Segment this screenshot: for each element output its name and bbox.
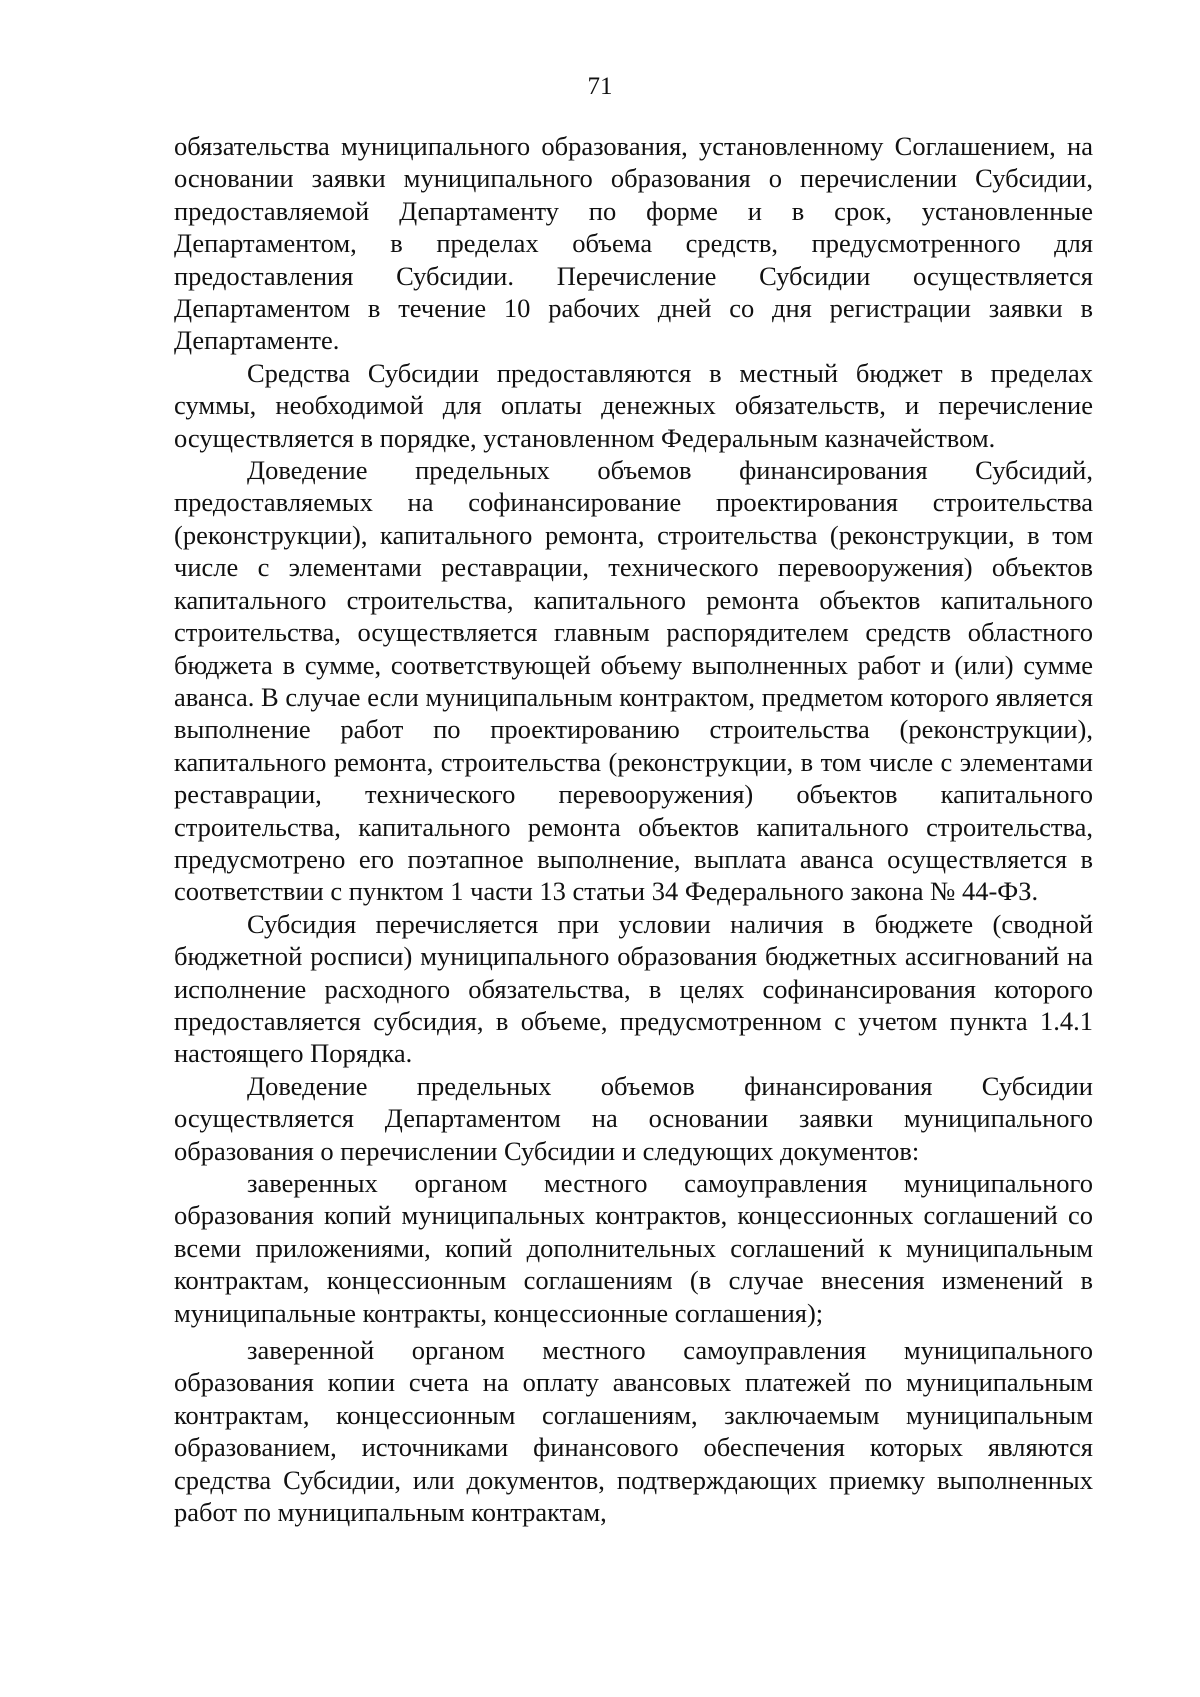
paragraph-subsidy-transfer-condition: Субсидия перечисляется при условии наличия в бюджете (сводной бюджетной росписи) муниципального образования бюджетных ассигнований на исполнение расходного обязательства, в целях софинансирования которого предоставляется субсидия, в объеме, предусмотренном с учетом пункта 1.4.1 настоящего Порядка. [174,908,1093,1069]
paragraph-continuation: обязательства муниципального образования, установленному Соглашением, на основании заявки муниципального образования о перечислении Субсидии, предоставляемой Департаменту по форме и в срок, установленные Департаментом, в пределах объема средств, предусмотренного для предоставления Субсидии. Перечисление Субсидии осуществляется Департаментом в течение 10 рабочих дней со дня регистрации заявки в Департаменте. [174,131,1093,356]
paragraph-funds-provision: Средства Субсидии предоставляются в местный бюджет в пределах суммы, необходимой для оплаты денежных обязательств, и перечисление осуществляется в порядке, установленном Федеральным казначейством. [174,357,1093,453]
paragraph-financing-limits: Доведение предельных объемов финансирования Субсидий, предоставляемых на софинансирование проектирования строительства (реконструкции), капитального ремонта, строительства (реконструкции, в том числе с элементами реставрации, технического перевооружения) объектов капитального строительства, капитального ремонта объектов капитального строительства, осуществляется главным распорядителем средств областного бюджета в сумме, соответствующей объему выполненных работ и (или) сумме аванса. В случае если муниципальным контрактом, предметом которого является выполнение работ по проектированию строительства (реконструкции), капитального ремонта, строительства (реконструкции, в том числе с элементами реставрации, технического перевооружения) объектов капитального строительства, капитального ремонта объектов капитального строительства, предусмотрено его поэтапное выполнение, выплата аванса осуществляется в соответствии с пунктом 1 части 13 статьи 34 Федерального закона № 44-ФЗ. [174,455,1093,907]
paragraph-documents-basis: Доведение предельных объемов финансирования Субсидии осуществляется Департаментом на основании заявки муниципального образования о перечислении Субсидии и следующих документов: [174,1070,1093,1166]
page-number: 71 [587,73,613,100]
paragraph-contract-copies: заверенных органом местного самоуправления муниципального образования копий муниципальных контрактов, концессионных соглашений со всеми приложениями, копий дополнительных соглашений к муниципальным контрактам, концессионным соглашениям (в случае внесения изменений в муниципальные контракты, концессионные соглашения); [174,1168,1093,1328]
paragraph-invoice-copy: заверенной органом местного самоуправления муниципального образования копии счета на оплату авансовых платежей по муниципальным контрактам, концессионным соглашениям, заключаемым муниципальным образованием, источниками финансового обеспечения которых являются средства Субсидии, или документов, подтверждающих приемку выполненных работ по муниципальным контрактам, [174,1335,1093,1528]
document-body [174,130,1093,1528]
